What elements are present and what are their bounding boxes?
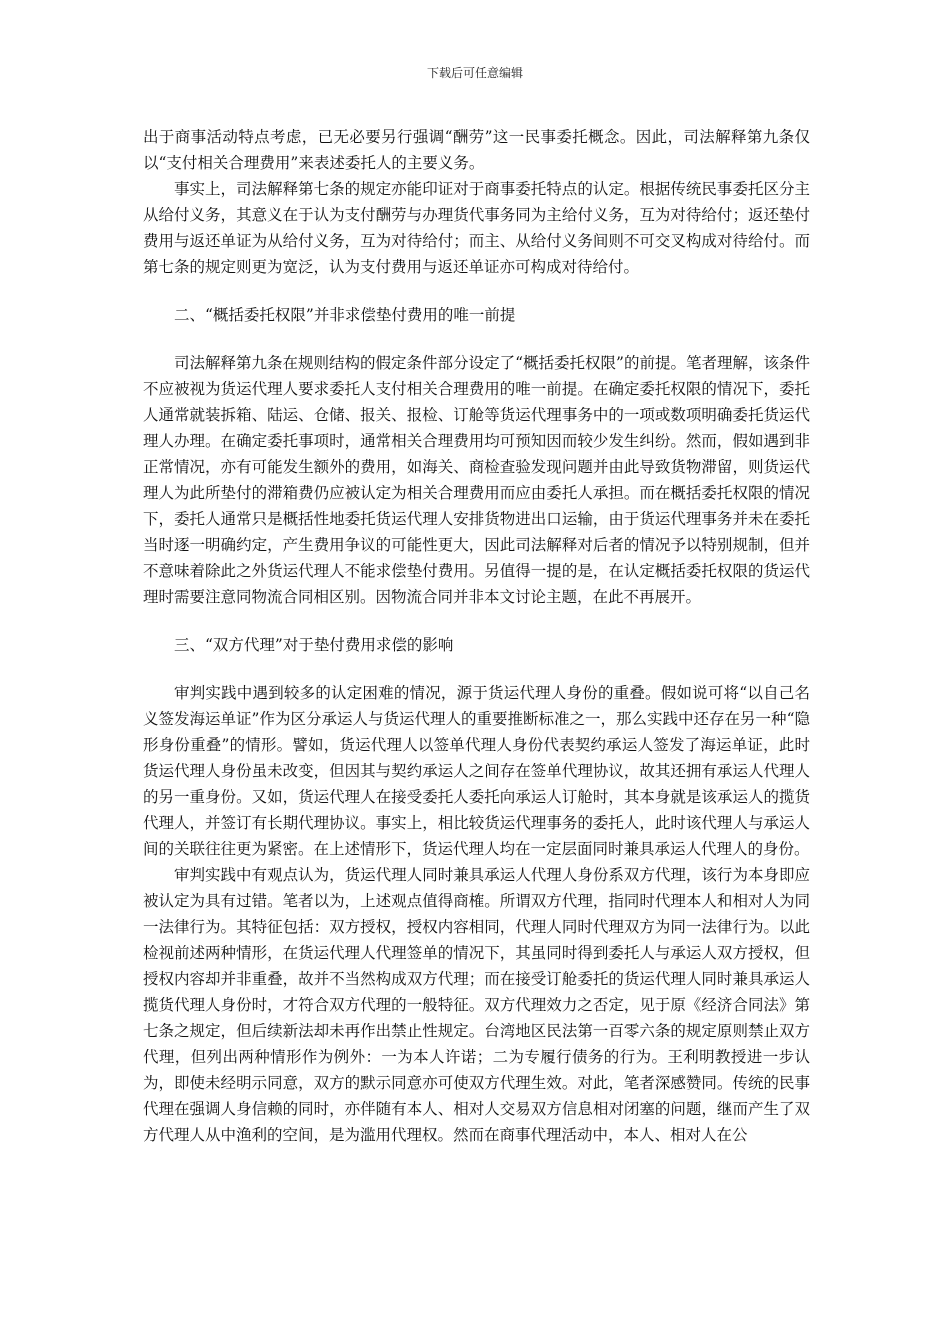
paragraph-4: 审判实践中遇到较多的认定困难的情况，源于货运代理人身份的重叠。假如说可将“以自己名义签发海运单证”作为区分承运人与货运代理人的重要推断标准之一，那么实践中还存在另一种“隐形身份重叠”的情形。譬如，货运代理人以签单代理人身份代表契约承运人签发了海运单证，此时货运代理人身份虽未改变，但因其与契约承运人之间存在签单代理协议，故其还拥有承运人代理人的另一重身份。又如，货运代理人在接受委托人委托向承运人订舱时，其本身就是该承运人的揽货代理人，并签订有长期代理协议。事实上，相比较货运代理事务的委托人，此时该代理人与承运人间的关联往往更为紧密。在上述情形下，货运代理人均在一定层面同时兼具承运人代理人的身份。 — [143, 684, 810, 858]
paragraph-2: 事实上，司法解释第七条的规定亦能印证对于商事委托特点的认定。根据传统民事委托区分主从给付义务，其意义在于认为支付酬劳与办理货代事务同为主给付义务，互为对待给付；返还垫付费用与返还单证为从给付义务，互为对待给付；而主、从给付义务间则不可交叉构成对待给付。而第七条的规定则更为宽泛，认为支付费用与返还单证亦可构成对待给付。 — [143, 180, 810, 276]
paragraph-5: 审判实践中有观点认为，货运代理人同时兼具承运人代理人身份系双方代理，该行为本身即应被认定为具有过错。笔者以为，上述观点值得商榷。所谓双方代理，指同时代理本人和相对人为同一法律行为。其特征包括：双方授权，授权内容相同，代理人同时代理双方为同一法律行为。以此检视前述两种情形，在货运代理人代理签单的情况下，其虽同时得到委托人与承运人双方授权，但授权内容却并非重叠，故并不当然构成双方代理；而在接受订舱委托的货运代理人同时兼具承运人揽货代理人身份时，才符合双方代理的一般特征。双方代理效力之否定，见于原《经济合同法》第七条之规定，但后续新法却未再作出禁止性规定。台湾地区民法第一百零六条的规定原则禁止双方代理，但列出两种情形作为例外：一为本人许诺；二为专履行债务的行为。王利明教授进一步认为，即使未经明示同意，双方的默示同意亦可使双方代理生效。对此，笔者深感赞同。传统的民事代理在强调人身信赖的同时，亦伴随有本人、相对人交易双方信息相对闭塞的问题，继而产生了双方代理人从中渔利的空间，是为滥用代理权。然而在商事代理活动中，本人、相对人在公 — [143, 866, 810, 1144]
section-heading-2: 二、“概括委托权限”并非求偿垫付费用的唯一前提 — [174, 306, 516, 324]
paragraph-1: 出于商事活动特点考虑，已无必要另行强调“酬劳”这一民事委托概念。因此，司法解释第九条仅以“支付相关合理费用”来表述委托人的主要义务。 — [143, 128, 810, 172]
section-heading-3: 三、“双方代理”对于垫付费用求偿的影响 — [174, 636, 454, 654]
paragraph-3: 司法解释第九条在规则结构的假定条件部分设定了“概括委托权限”的前提。笔者理解，该条件不应被视为货运代理人要求委托人支付相关合理费用的唯一前提。在确定委托权限的情况下，委托人通常就装拆箱、陆运、仓储、报关、报检、订舱等货运代理事务中的一项或数项明确委托货运代理人办理。在确定委托事项时，通常相关合理费用均可预知因而较少发生纠纷。然而，假如遇到非正常情况，亦有可能发生额外的费用，如海关、商检查验发现问题并由此导致货物滞留，则货运代理人为此所垫付的滞箱费仍应被认定为相关合理费用而应由委托人承担。而在概括委托权限的情况下，委托人通常只是概括性地委托货运代理人安排货物进出口运输，由于货运代理事务并未在委托当时逐一明确约定，产生费用争议的可能性更大，因此司法解释对后者的情况予以特别规制，但并不意味着除此之外货运代理人不能求偿垫付费用。另值得一提的是，在认定概括委托权限的货运代理时需要注意同物流合同相区别。因物流合同并非本文讨论主题，在此不再展开。 — [143, 354, 810, 606]
page-header: 下载后可任意编辑 — [426, 66, 523, 80]
document-body — [143, 124, 810, 1148]
